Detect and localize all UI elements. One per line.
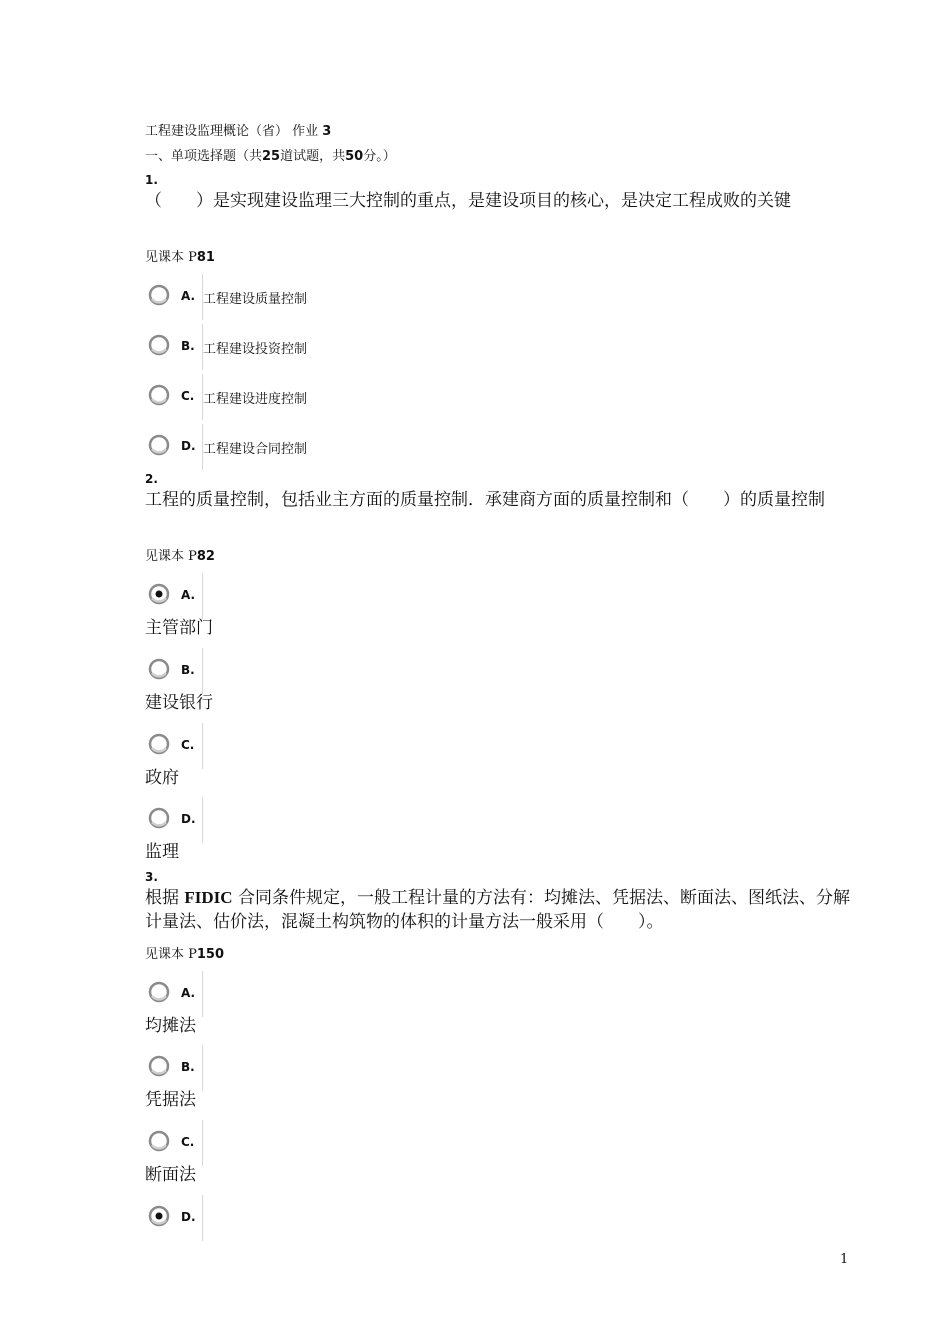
section-total-score: 50 <box>345 149 364 164</box>
option-divider <box>202 971 203 1017</box>
question-number: 2. <box>145 472 158 486</box>
radio-unchecked-icon <box>148 981 170 1003</box>
section-title <box>145 145 396 164</box>
radio-unchecked-icon <box>148 733 170 755</box>
option-letter: D. <box>181 439 196 453</box>
option-text: 均摊法 <box>145 1016 196 1036</box>
radio-button[interactable] <box>148 733 170 755</box>
option-divider <box>202 1195 203 1241</box>
section-title-suffix: 分。） <box>363 149 396 164</box>
question-text: 工程的质量控制，包括业主方面的质量控制．承建商方面的质量控制和（ ）的质量控制 <box>145 490 825 510</box>
question-text-body: 合同条件规定，一般工程计量的方法有：均摊法、凭据法、断面法、图纸法、分解计量法、估价法，混凝土构筑物的体积的计量方法一般采用（ ）。 <box>145 888 850 932</box>
radio-unchecked-icon <box>148 658 170 680</box>
radio-button[interactable] <box>148 583 170 605</box>
option-text: 监理 <box>145 842 179 862</box>
radio-unchecked-icon <box>148 1055 170 1077</box>
option-divider <box>202 723 203 769</box>
radio-button[interactable] <box>148 1055 170 1077</box>
radio-unchecked-icon <box>148 807 170 829</box>
option-letter: B. <box>181 339 195 353</box>
document-title <box>145 120 331 139</box>
radio-unchecked-icon <box>148 384 170 406</box>
radio-unchecked-icon <box>148 334 170 356</box>
radio-checked-icon <box>148 583 170 605</box>
reference-prefix: 见课本 P <box>145 549 197 564</box>
option-letter: D. <box>181 812 196 826</box>
reference-prefix: 见课本 P <box>145 250 197 265</box>
option-text: 主管部门 <box>145 618 213 638</box>
radio-button[interactable] <box>148 807 170 829</box>
section-title-prefix: 一、单项选择题（共 <box>145 149 263 164</box>
option-row[interactable] <box>145 1045 545 1091</box>
radio-button[interactable] <box>148 1130 170 1152</box>
question-number: 1. <box>145 173 158 187</box>
option-letter: C. <box>181 738 195 752</box>
radio-button[interactable] <box>148 334 170 356</box>
option-text: 工程建设质量控制 <box>203 292 308 307</box>
question-text-prefix: 根据 <box>145 888 179 908</box>
radio-button[interactable] <box>148 981 170 1003</box>
option-letter: C. <box>181 1135 195 1149</box>
option-divider <box>202 1120 203 1166</box>
option-row[interactable] <box>145 797 545 843</box>
option-row[interactable] <box>145 1120 545 1166</box>
option-letter: A. <box>181 986 196 1000</box>
document-title-number: 3 <box>322 124 332 139</box>
option-letter: A. <box>181 289 196 303</box>
question-number: 3. <box>145 870 158 884</box>
radio-unchecked-icon <box>148 1130 170 1152</box>
option-letter: A. <box>181 588 196 602</box>
option-text: 断面法 <box>145 1165 196 1185</box>
document-title-text: 工程建设监理概论（省） 作业 <box>145 124 319 139</box>
option-row[interactable] <box>145 723 545 769</box>
option-row[interactable] <box>145 374 545 420</box>
option-letter: C. <box>181 389 195 403</box>
radio-unchecked-icon <box>148 434 170 456</box>
option-row[interactable] <box>145 324 545 370</box>
question-reference <box>145 246 215 265</box>
section-question-count: 25 <box>262 149 281 164</box>
reference-page: 81 <box>196 250 215 265</box>
radio-button[interactable] <box>148 1205 170 1227</box>
option-divider <box>202 1045 203 1091</box>
radio-button[interactable] <box>148 658 170 680</box>
reference-page: 150 <box>196 947 225 962</box>
question-reference <box>145 545 215 564</box>
option-text: 凭据法 <box>145 1090 196 1110</box>
option-text: 政府 <box>145 768 179 788</box>
radio-button[interactable] <box>148 434 170 456</box>
option-letter: B. <box>181 1060 195 1074</box>
option-letter: B. <box>181 663 195 677</box>
option-row[interactable] <box>145 424 545 470</box>
option-divider <box>202 797 203 843</box>
question-text: （ ）是实现建设监理三大控制的重点，是建设项目的核心，是决定工程成败的关键 <box>145 191 791 211</box>
question-text-bold: FIDIC <box>184 888 233 907</box>
option-text: 工程建设投资控制 <box>203 342 308 357</box>
reference-page: 82 <box>196 549 215 564</box>
option-row[interactable] <box>145 971 545 1017</box>
option-row[interactable] <box>145 274 545 320</box>
page-number: 1 <box>840 1252 849 1267</box>
option-row[interactable] <box>145 1195 545 1241</box>
option-letter: D. <box>181 1210 196 1224</box>
question-text <box>145 886 850 934</box>
option-text: 工程建设合同控制 <box>203 442 308 457</box>
radio-button[interactable] <box>148 284 170 306</box>
option-text: 工程建设进度控制 <box>203 392 308 407</box>
radio-button[interactable] <box>148 384 170 406</box>
option-text: 建设银行 <box>145 693 213 713</box>
section-title-mid: 道试题，共 <box>280 149 346 164</box>
radio-unchecked-icon <box>148 284 170 306</box>
radio-checked-icon <box>148 1205 170 1227</box>
question-reference <box>145 943 224 962</box>
reference-prefix: 见课本 P <box>145 947 197 962</box>
